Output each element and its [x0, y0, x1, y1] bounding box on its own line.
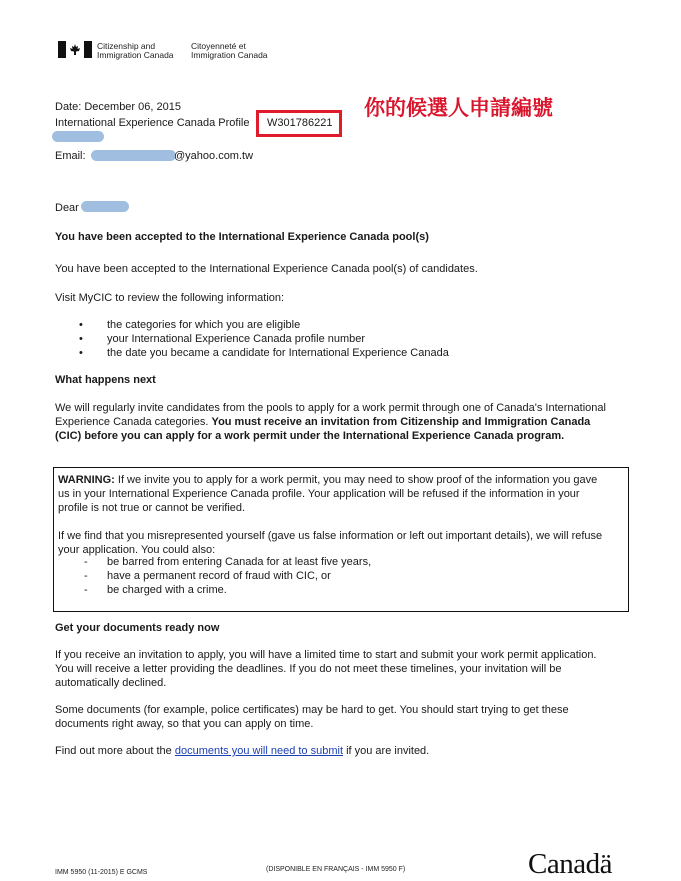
documents-paragraph-hard-to-get: Some documents (for example, police certificates) may be hard to get. You should start trying to get these documents right away, so that you can apply on time.: [55, 704, 569, 730]
list-item: - be barred from entering Canada for at least five years,: [84, 556, 372, 568]
salutation: Dear: [55, 202, 79, 214]
department-name-fr: Citoyenneté et Immigration Canada: [191, 41, 268, 60]
canada-flag-icon: [58, 41, 92, 58]
profile-number: W301786221: [267, 117, 333, 129]
bullet-icon: •: [79, 319, 83, 331]
form-code: IMM 5950 (11-2015) E GCMS: [55, 869, 148, 876]
letter-date: Date: December 06, 2015: [55, 101, 181, 113]
redacted-name: [52, 131, 104, 142]
bullet-icon: •: [79, 333, 83, 345]
redacted-email-user: [91, 150, 176, 161]
email-label: Email:: [55, 150, 86, 162]
paragraph-visit-mycic: Visit MyCIC to review the following information:: [55, 292, 285, 304]
documents-paragraph-invitation: If you receive an invitation to apply, you will have a limited time to start and submit your work permit application. You will receive a letter providing the deadlines. If you do not meet these timelines, your invitation will be automatically declined.: [55, 649, 597, 689]
department-name-en: Citizenship and Immigration Canada: [97, 41, 174, 60]
french-availability-note: (DISPONIBLE EN FRANÇAIS - IMM 5950 F): [266, 866, 406, 873]
letter-heading: You have been accepted to the International Experience Canada pool(s): [55, 231, 429, 243]
dash-icon: -: [84, 584, 88, 596]
email-domain: @yahoo.com.tw: [174, 150, 254, 162]
annotation-text: 你的候選人申請編號: [364, 97, 553, 120]
bullet-icon: •: [79, 347, 83, 359]
list-item: - be charged with a crime.: [84, 584, 227, 596]
list-item: • your International Experience Canada profile number: [79, 333, 366, 345]
redacted-recipient: [81, 201, 129, 212]
documents-heading: Get your documents ready now: [55, 622, 220, 634]
dash-icon: -: [84, 570, 88, 582]
dash-icon: -: [84, 556, 88, 568]
paragraph-accepted: You have been accepted to the International Experience Canada pool(s) of candidates.: [55, 263, 478, 275]
list-item: • the categories for which you are eligible: [79, 319, 301, 331]
list-item: • the date you became a candidate for International Experience Canada: [79, 347, 449, 359]
what-next-paragraph: We will regularly invite candidates from the pools to apply for a work permit through one of Canada's International Experience Canada categories. You must receive an invitation from Citizenship and Immigration Canada (CIC) before you can apply for a work permit under the International Experience Canada program.: [55, 402, 606, 442]
documents-link[interactable]: documents you will need to submit: [174, 745, 344, 757]
documents-paragraph-find-out: Find out more about the documents you will need to submit if you are invited.: [55, 745, 430, 757]
what-next-heading: What happens next: [55, 374, 156, 386]
info-bullet-list: [79, 318, 449, 360]
warning-label: WARNING:: [58, 474, 115, 486]
list-item: - have a permanent record of fraud with CIC, or: [84, 570, 331, 582]
warning-text: WARNING: If we invite you to apply for a work permit, you may need to show proof of the information you gave us in your International Experience Canada profile. Your application will be refused if the information in your profile is not true or cannot be verified. If we find that you misrepresented yourself (gave us false information or left out important details), we will refuse your application. You could also:: [58, 474, 603, 556]
warning-consequence-list: [84, 555, 372, 597]
profile-number-highlight: [256, 110, 342, 137]
profile-label: International Experience Canada Profile: [55, 117, 250, 129]
canada-wordmark: Canadä: [528, 848, 612, 880]
